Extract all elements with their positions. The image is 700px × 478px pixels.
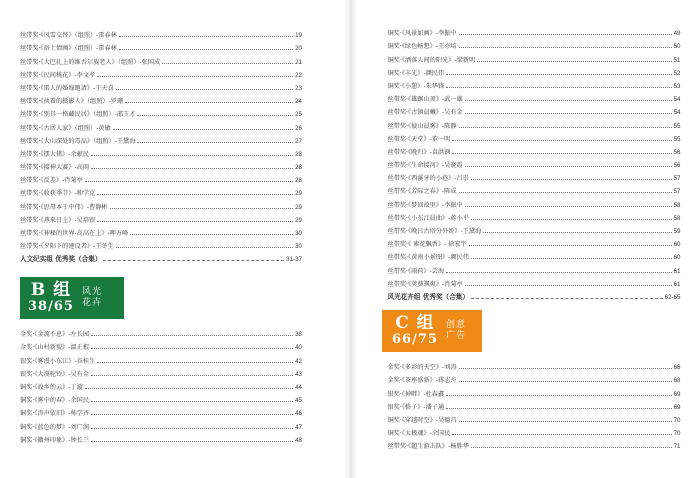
toc-entry-page-number: 29: [295, 203, 302, 211]
group-c-category-line2: 广告: [445, 331, 466, 341]
toc-entry: [20, 66, 302, 79]
toc-entry: [388, 358, 681, 371]
toc-entry: [388, 143, 681, 156]
toc-dot-leader: [113, 129, 293, 130]
toc-entry-title: 丝带奖·《芳际之春》-陈成: [387, 188, 457, 196]
toc-entry-page-number: 58: [673, 201, 681, 209]
toc-entry-page-number: 26: [295, 124, 302, 132]
toc-entry-title: 铜奖·《涛声依旧》-帅学齐: [20, 410, 90, 418]
toc-entry: [20, 158, 302, 171]
toc-entry-title: 丝带奖·《雷人的婚嫁邀请》-王天喜: [20, 84, 114, 92]
toc-entry: [20, 224, 302, 237]
toc-dot-leader: [97, 194, 293, 195]
toc-entry-page-number: 31-37: [286, 256, 302, 264]
toc-dot-leader: [91, 155, 293, 156]
toc-entry-page-number: 48: [295, 436, 302, 444]
toc-entry-page-number: 30: [295, 243, 302, 251]
toc-dot-leader: [452, 434, 671, 435]
toc-entry-page-number: 70: [673, 416, 681, 424]
toc-entry-title: 丝带奖·《西溪牙的小巷》-吕崇: [387, 175, 469, 183]
toc-entry-page-number: 47: [295, 423, 302, 431]
toc-entry-page-number: 71: [673, 443, 681, 451]
toc-entry-page-number: 60: [673, 254, 681, 262]
toc-dot-leader: [116, 247, 293, 248]
toc-entry: [20, 132, 302, 145]
toc-entry: [388, 371, 681, 384]
toc-entry-title: 丝带奖·《夕阳下的建设者》-王冬生: [20, 243, 114, 251]
toc-dot-leader: [110, 208, 294, 209]
toc-entry-title: 丝带奖·《晚归》-袁洪钢: [387, 148, 451, 156]
group-c-label: [392, 315, 438, 346]
toc-entry-page-number: 61: [673, 267, 681, 275]
toc-dot-leader: [446, 272, 671, 273]
toc-entry-page-number: 54: [673, 96, 681, 104]
toc-dot-leader: [91, 168, 293, 169]
group-c-category: [446, 320, 466, 343]
toc-entry-title: 铜奖·《穿越时空》-吴德昌: [387, 416, 457, 424]
toc-entry-title: 丝带奖·《大山深处的毒品》（组照）-王黛海: [20, 137, 136, 145]
toc-entry-page-number: 60: [673, 241, 681, 249]
toc-entry-page-number: 54: [673, 109, 681, 117]
toc-entry: [388, 130, 681, 143]
toc-entry-page-number: 57: [673, 175, 681, 183]
left-page: [0, 0, 346, 478]
toc-entry-title: 丝带奖·《 素花飘香》- 徐宏宇: [387, 241, 467, 249]
toc-dot-leader: [97, 76, 293, 77]
toc-entry-page-number: 46: [295, 410, 302, 418]
toc-dot-leader: [446, 408, 671, 409]
toc-entry-page-number: 24: [295, 98, 302, 106]
toc-entry-title: 丝带奖·《荚葵飒爽》-肖菊亭: [387, 280, 463, 288]
toc-dot-leader: [119, 49, 293, 50]
toc-entry: [20, 431, 302, 444]
toc-entry-page-number: 21: [295, 58, 302, 66]
toc-dot-leader: [465, 166, 672, 167]
toc-dot-leader: [469, 245, 672, 246]
toc-entry-page-number: 66: [673, 364, 681, 372]
toc-dot-leader: [465, 285, 672, 286]
toc-entry-title: 丝带奖·《风雪交替》（组照）-雷春林: [20, 32, 117, 40]
toc-dot-leader: [446, 87, 671, 88]
toc-entry-title: 丝带奖·《彼山晨雾》-陈静: [387, 122, 457, 130]
toc-entry: [20, 325, 302, 338]
toc-entry-page-number: 30: [295, 230, 302, 237]
toc-entry: [388, 77, 681, 90]
toc-entry-title: 丝带奖·《生命接河》-吴晓霞: [387, 162, 463, 170]
toc-dot-leader: [130, 234, 293, 235]
toc-entry-title: 丝带奖·《思母本于中伟》-曹静彬: [20, 203, 108, 211]
toc-dot-leader: [91, 441, 293, 442]
toc-entry: [20, 391, 302, 404]
toc-entry: [20, 365, 302, 378]
toc-entry-page-number: 28: [295, 164, 302, 172]
toc-entry-page-number: 28: [295, 177, 302, 185]
toc-entry-title: 丝带奖·《超生游击队》-杨胜华: [387, 443, 469, 451]
group-c-category-line1: 创意: [445, 319, 466, 330]
toc-entry-page-number: 25: [295, 111, 302, 119]
toc-dot-leader: [91, 348, 293, 349]
toc-dot-leader: [459, 34, 672, 35]
toc-entry-title: 丝带奖·《反差》-肖菊亭: [20, 177, 83, 185]
toc-entry: [388, 384, 681, 397]
toc-entry-page-number: 52: [673, 69, 681, 77]
toc-entry-title: 银奖·《雾漫小东江》-谷桂生: [20, 357, 96, 365]
toc-entry: [20, 171, 302, 184]
toc-entry-page-number: 56: [673, 162, 681, 170]
toc-entry-page-number: 61: [673, 280, 681, 288]
toc-entry: [388, 64, 681, 77]
toc-entry-page-number: 49: [673, 30, 681, 38]
toc-entry-title: 丝带奖·《古镇晨曦》-吴有金: [387, 109, 463, 117]
toc-dot-leader: [452, 153, 671, 154]
toc-entry-page-number: 20: [295, 45, 302, 53]
toc-entry: [388, 156, 681, 169]
toc-entry: [20, 237, 302, 250]
group-b-header: [20, 277, 124, 319]
toc-entry: [20, 417, 302, 430]
toc-entry-page-number: 57: [673, 188, 681, 196]
toc-entry-title: 丝带奖·《收获季节》-帅学克: [20, 190, 96, 198]
toc-dot-leader: [119, 36, 293, 37]
toc-entry-title: 银奖·《大漠驼铃》-吴有金: [20, 370, 90, 378]
toc-entry-title: 金奖·《多彩的天空》-刘涛: [387, 364, 457, 372]
toc-entry-title: 丝带奖·《民间桃花》-李文孝: [20, 71, 96, 79]
toc-entry: [388, 222, 681, 235]
toc-entry: [20, 197, 302, 210]
toc-entry-title: 铜奖·《洒落人间的阳光》-梁新明: [387, 56, 476, 64]
toc-entry-page-number: 55: [673, 135, 681, 143]
right-page: [346, 0, 700, 478]
toc-entry-page-number: 22: [295, 71, 302, 79]
toc-entry: [20, 145, 302, 158]
toc-entry: [388, 116, 681, 129]
toc-entry-title: 丝带奖·《黄南小景图》-颜民伟: [387, 254, 469, 262]
toc-entry-page-number: 51: [673, 56, 681, 64]
toc-entry: [388, 411, 681, 424]
toc-entry-page-number: 42: [295, 357, 302, 365]
toc-entry: [388, 50, 681, 63]
right-bottom-contents-list: [388, 358, 681, 450]
toc-entry-title: 金奖·《茶座盛新》-蒋志舟: [387, 377, 457, 385]
toc-entry: [388, 103, 681, 116]
toc-entry: [388, 248, 681, 261]
toc-entry: [20, 378, 302, 391]
toc-summary-entry: [388, 288, 681, 301]
toc-entry-page-number: 27: [295, 137, 302, 145]
toc-dot-leader: [465, 206, 672, 207]
toc-dot-leader: [137, 142, 293, 143]
toc-entry-title: 铜奖·《风景如画》-李振中: [387, 30, 457, 38]
toc-entry-title: 铜奖·《徽州印象》-钟长兰: [20, 436, 90, 444]
toc-entry-title: 丝带奖·《雨荷》-芸海: [387, 267, 445, 275]
toc-entry-page-number: 44: [295, 383, 302, 391]
toc-entry-title: 丝带奖·《接神大赛》-高雨: [20, 164, 90, 172]
toc-dot-leader: [471, 258, 672, 259]
toc-dot-leader: [97, 221, 293, 222]
toc-entry-page-number: 59: [673, 228, 681, 235]
toc-entry-title: 丝带奖·《雄踞山顶》-武一雄: [387, 96, 463, 104]
toc-entry-title: 人文纪实组 优秀奖（合集）: [20, 255, 102, 264]
toc-dot-leader: [91, 401, 293, 402]
group-c-page-range: 66/75: [392, 332, 438, 348]
toc-entry-title: 铜奖·《雾中的春》-余国民: [20, 397, 90, 405]
toc-dot-leader: [471, 219, 672, 220]
toc-dot-leader: [91, 375, 293, 376]
toc-entry-page-number: 53: [673, 82, 681, 90]
toc-entry: [20, 39, 302, 52]
toc-entry: [388, 398, 681, 411]
toc-entry-title: 丝带奖·《神秘的世界-高高在上》-呷方峰: [20, 230, 129, 237]
toc-entry: [20, 26, 302, 39]
toc-dot-leader: [85, 181, 293, 182]
toc-dot-leader: [459, 192, 672, 193]
toc-entry: [20, 105, 302, 118]
toc-dot-leader: [452, 140, 671, 141]
toc-entry: [388, 90, 681, 103]
toc-entry-page-number: 38: [295, 331, 302, 339]
toc-entry-page-number: 28: [295, 150, 302, 158]
toc-dot-leader: [471, 447, 672, 448]
toc-entry: [20, 118, 302, 131]
toc-summary-entry: [20, 250, 302, 263]
toc-entry-page-number: 45: [295, 397, 302, 405]
toc-entry: [388, 437, 681, 450]
toc-dot-leader: [91, 414, 293, 415]
toc-dot-leader: [483, 232, 671, 233]
toc-entry: [388, 275, 681, 288]
toc-entry-title: 银奖·《格子》-潘子通: [387, 403, 445, 411]
toc-entry: [388, 182, 681, 195]
toc-entry-title: 丝带奖·《摆大猪》-余献民: [20, 150, 90, 158]
toc-entry-page-number: 68: [673, 377, 681, 385]
toc-dot-leader: [459, 47, 672, 48]
group-b-letter: B 组: [30, 280, 72, 301]
toc-dot-leader: [446, 74, 671, 75]
toc-entry-title: 铜奖·《小憩》-朱华锋: [387, 82, 445, 90]
toc-entry-page-number: 69: [673, 390, 681, 398]
toc-entry-page-number: 58: [673, 214, 681, 222]
toc-entry-title: 风光花卉组 优秀奖（合集）: [387, 292, 469, 301]
toc-entry-page-number: 19: [295, 32, 302, 40]
toc-entry: [388, 261, 681, 274]
toc-entry-title: 银奖·《神畔》-杜春鑫: [387, 390, 445, 398]
toc-entry: [388, 235, 681, 248]
group-c-letter: C 组: [395, 313, 435, 334]
toc-dot-leader: [125, 102, 293, 103]
group-b-category-line1: 风光: [81, 286, 102, 297]
toc-entry-title: 丝带奖·《晚日古塔分外娇》-王黛海: [387, 228, 482, 235]
toc-dot-leader: [85, 388, 293, 389]
toc-entry: [20, 338, 302, 351]
toc-entry-title: 丝带奖·《燕来日上》-吴培银: [20, 216, 96, 224]
toc-entry-title: 铜奖·《绿色畅想》-王亦培: [387, 43, 457, 51]
book-gutter: [343, 0, 357, 478]
group-b-label: [28, 282, 74, 313]
toc-entry-page-number: 29: [295, 190, 302, 198]
toc-dot-leader: [446, 395, 671, 396]
left-top-contents-list: [20, 26, 302, 263]
group-b-category: [82, 287, 102, 310]
toc-dot-leader: [91, 335, 293, 336]
toc-entry: [388, 195, 681, 208]
toc-entry-title: 铜奖·《丰光》-颜民伟: [387, 69, 445, 77]
toc-entry: [388, 209, 681, 222]
toc-dot-leader: [471, 179, 672, 180]
toc-entry: [388, 169, 681, 182]
toc-entry-page-number: 56: [673, 148, 681, 156]
toc-entry-title: 丝带奖·《别具一格藏民居》（组照）-邵玉才: [20, 111, 136, 119]
toc-entry-title: 丝带奖·《珞土情画》（组照）-雷春林: [20, 45, 117, 53]
toc-dot-leader: [116, 89, 293, 90]
toc-entry-title: 丝带奖·《大巴扎上的维吾尔族老人》（组照）-张国成: [20, 58, 161, 66]
toc-dot-leader: [459, 421, 672, 422]
toc-entry: [20, 92, 302, 105]
toc-entry: [20, 184, 302, 197]
toc-entry-title: 铜奖·《故乡的云》-丁漩: [20, 383, 83, 391]
toc-entry: [388, 24, 681, 37]
toc-dot-leader: [471, 298, 663, 299]
toc-entry-page-number: 29: [295, 216, 302, 224]
toc-dot-leader: [137, 115, 293, 116]
toc-dot-leader: [97, 362, 293, 363]
toc-entry-title: 丝带奖·《小东江晨曲》-蒋小平: [387, 214, 469, 222]
group-b-category-line2: 花卉: [81, 298, 102, 308]
toc-entry: [20, 79, 302, 92]
group-c-header: [382, 310, 482, 352]
toc-entry: [20, 211, 302, 224]
toc-entry: [20, 404, 302, 417]
toc-entry-title: 丝带奖·《执着的摄影人》（组照）-罗珊: [20, 98, 124, 106]
toc-entry-title: 丝带奖·《梦回故里》-李振中: [387, 201, 463, 209]
toc-entry-page-number: 50: [673, 43, 681, 51]
group-b-page-range: 38/65: [28, 299, 74, 315]
toc-entry-title: 金奖·《金流不息》-左长园: [20, 331, 90, 339]
toc-dot-leader: [162, 63, 293, 64]
toc-entry-title: 丝带奖·《古居人家》（组照）-黄敏: [20, 124, 111, 132]
toc-entry-page-number: 23: [295, 84, 302, 92]
toc-entry-page-number: 69: [673, 403, 681, 411]
toc-entry: [388, 37, 681, 50]
right-top-contents-list: [388, 24, 681, 301]
toc-dot-leader: [91, 428, 293, 429]
toc-entry-page-number: 40: [295, 344, 302, 352]
toc-entry-title: 丝带奖·《天堂》-董一明: [387, 135, 451, 143]
toc-dot-leader: [459, 127, 672, 128]
toc-entry-page-number: 43: [295, 370, 302, 378]
toc-entry: [20, 52, 302, 65]
left-bottom-contents-list: [20, 325, 302, 444]
toc-dot-leader: [103, 260, 284, 261]
toc-entry-page-number: 62-65: [664, 293, 681, 301]
toc-dot-leader: [477, 61, 672, 62]
toc-dot-leader: [459, 381, 672, 382]
toc-entry-title: 铜奖·《太极魂》-余国民: [387, 430, 451, 438]
toc-dot-leader: [465, 100, 672, 101]
toc-entry-title: 铜奖·《蓝色的梦》-刘广润: [20, 423, 90, 431]
toc-dot-leader: [465, 113, 672, 114]
toc-entry: [20, 351, 302, 364]
toc-entry-page-number: 55: [673, 122, 681, 130]
toc-dot-leader: [459, 368, 672, 369]
toc-entry-title: 金奖·《山村新貌》-溫正根: [20, 344, 90, 352]
toc-entry: [388, 424, 681, 437]
toc-entry-page-number: 70: [673, 430, 681, 438]
